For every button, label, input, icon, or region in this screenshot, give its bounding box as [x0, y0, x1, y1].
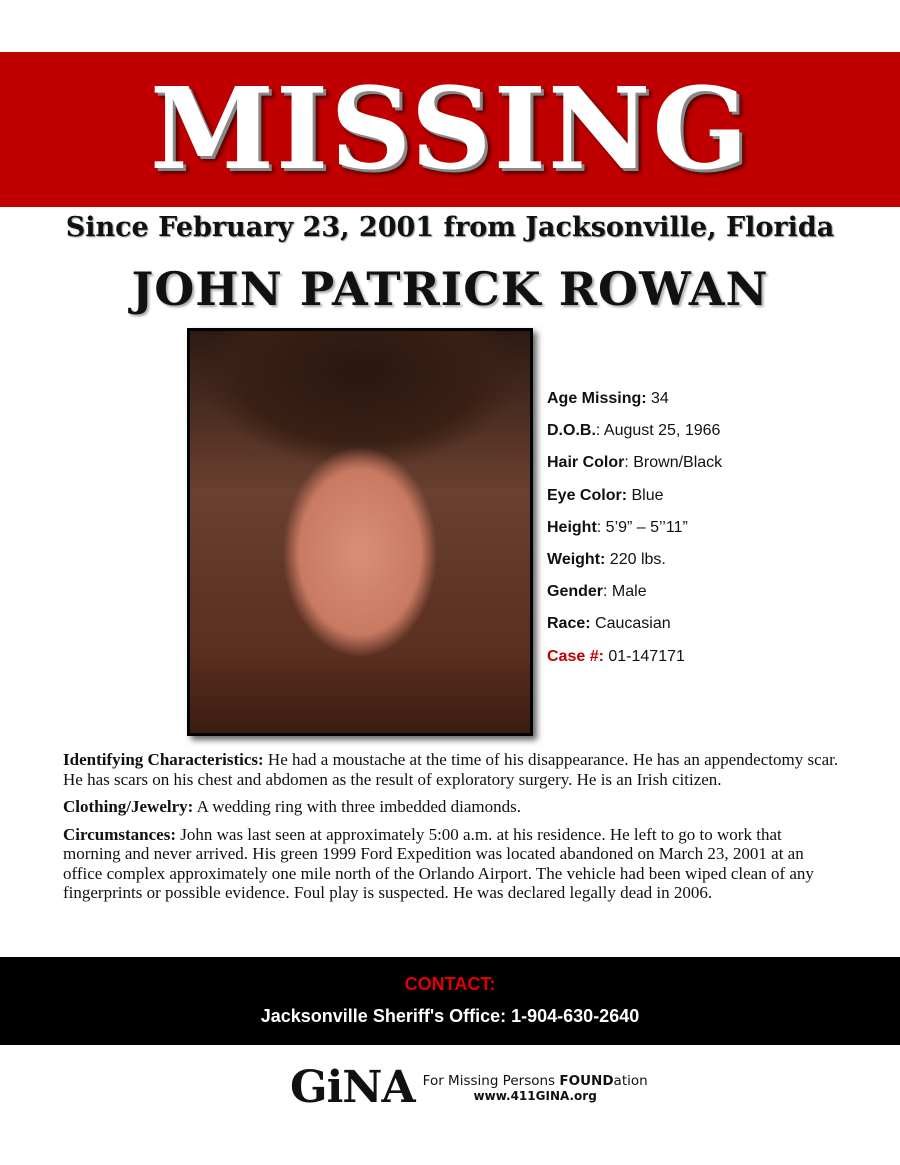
- section-label: Circumstances:: [63, 824, 176, 844]
- detail-value: : 5’9” – 5’’11”: [596, 518, 688, 536]
- detail-label: Gender: [547, 583, 604, 601]
- detail-hair: [547, 452, 722, 484]
- missing-banner: [0, 52, 900, 207]
- detail-case: [547, 646, 722, 678]
- detail-value: Caucasian: [590, 615, 671, 633]
- detail-value: Blue: [627, 486, 664, 504]
- detail-label: Weight:: [547, 550, 606, 568]
- detail-label: Race:: [547, 615, 591, 633]
- tagline-bold: FOUND: [559, 1072, 614, 1089]
- section-text: He had a moustache at the time of his disappearance. He has an appendectomy scar. He has scars on his chest and abdomen as the result of exploratory surgery. He is an Irish citizen.: [63, 750, 839, 789]
- detail-value: 01-147171: [603, 647, 685, 665]
- detail-gender: [547, 581, 722, 613]
- description: [63, 750, 843, 911]
- gina-logo: [290, 1062, 648, 1113]
- banner-title: MISSING: [149, 64, 751, 195]
- detail-label: Height: [547, 518, 597, 536]
- detail-label: Age Missing:: [547, 390, 647, 407]
- detail-eye: [547, 485, 722, 517]
- logo-name: GiNA: [290, 1062, 415, 1113]
- identifying-characteristics: [63, 750, 843, 789]
- person-photo: [187, 328, 533, 736]
- detail-height: [547, 517, 722, 549]
- tagline-pre: For Missing Persons: [422, 1072, 560, 1089]
- missing-since: Since February 23, 2001 from Jacksonville, Florida: [65, 212, 835, 243]
- details-list: [547, 388, 722, 678]
- section-label: Identifying Characteristics:: [63, 750, 264, 769]
- detail-value: : Male: [603, 583, 647, 601]
- contact-label: CONTACT:: [404, 974, 496, 994]
- detail-value: 220 lbs.: [605, 550, 666, 568]
- tagline-post: ation: [613, 1072, 648, 1089]
- logo-url: www.411GINA.org: [473, 1088, 597, 1103]
- detail-weight: [547, 549, 722, 581]
- detail-value: : August 25, 1966: [595, 422, 721, 440]
- detail-label: Hair Color: [547, 454, 625, 472]
- detail-label: Eye Color:: [547, 486, 628, 504]
- person-name: JOHN PATRICK ROWAN: [131, 262, 769, 316]
- detail-race: [547, 613, 722, 645]
- section-text: John was last seen at approximately 5:00 a.m. at his residence. He left to go to work that morning and never arrived. His green 1999 Ford Expedition was located abandoned on March 23, 2001 at an office complex approximately one mile north of the Orlando Airport. The vehicle had been wiped clean of any fingerprints or possible evidence. Foul play is suspected. He was declared legally dead in 2006.: [63, 824, 814, 902]
- detail-age: [547, 388, 722, 420]
- detail-label: Case #:: [547, 647, 604, 665]
- section-label: Clothing/Jewelry:: [63, 797, 194, 816]
- detail-label: D.O.B.: [547, 422, 596, 440]
- detail-dob: [547, 420, 722, 452]
- section-text: A wedding ring with three imbedded diamonds.: [193, 797, 522, 816]
- logo-tagline: [423, 1073, 648, 1103]
- contact-band: [0, 957, 900, 1045]
- detail-value: : Brown/Black: [624, 454, 723, 472]
- detail-value: 34: [646, 390, 669, 407]
- contact-info: Jacksonville Sheriff's Office: 1-904-630-2640: [260, 1006, 640, 1026]
- clothing-jewelry: [63, 797, 843, 817]
- circumstances: [63, 825, 843, 903]
